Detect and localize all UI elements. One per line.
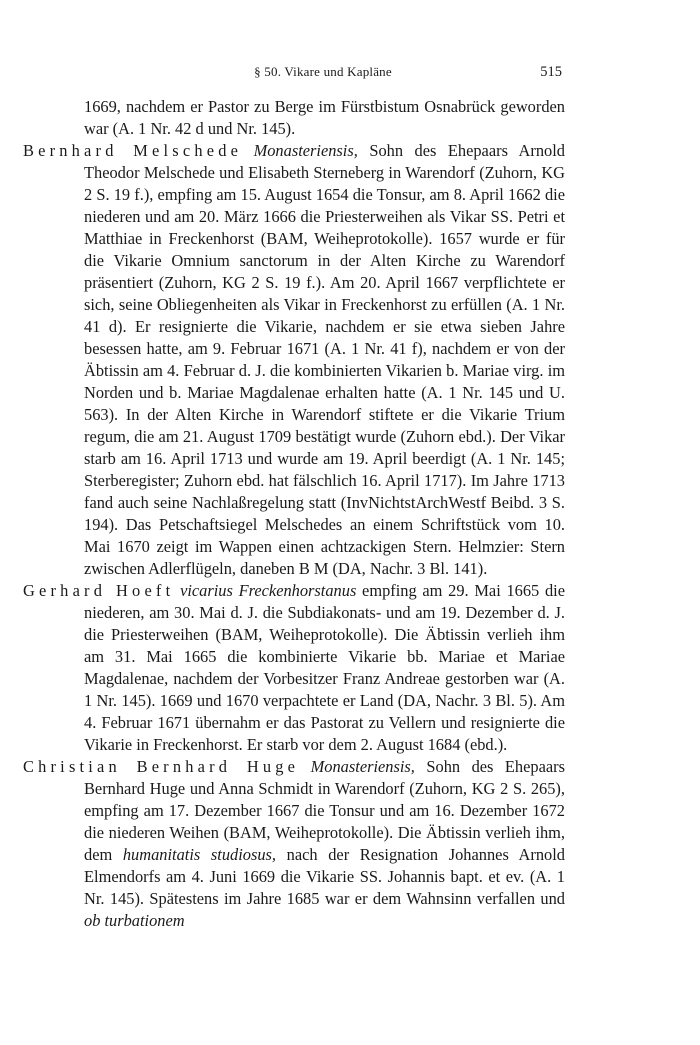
entry-text: 1669, nachdem er Pastor zu Berge im Fürstbistum Osnabrück geworden war (A. 1 Nr. 42 d und Nr. 145). [84, 97, 565, 138]
person-name: Gerhard Hoeft [23, 581, 175, 600]
latin-phrase: ob turbationem [84, 911, 185, 930]
entry-bernhard-melschede [23, 140, 565, 580]
entry-text: empfing am 29. Mai 1665 die niederen, am 30. Mai d. J. die Subdiakonats- und am 19. Dezember d. J. die Priesterweihen (BAM, Weiheprotokolle). Die Äbtissin verlieh ihm am 31. Mai 1665 die kombinierte Vikarie bb. Mariae et Mariae Magdalenae, nachdem der Vorbesitzer Franz Andreae gestorben war (A. 1 Nr. 145). 1669 und 1670 verpachtete er Land (DA, Nachr. 3 Bl. 5). Am 4. Februar 1671 übernahm er das Pastorat zu Vellern und resignierte die Vikarie in Freckenhorst. Er starb vor dem 2. August 1684 (ebd.). [84, 581, 565, 754]
entry-gerhard-hoeft [23, 580, 565, 756]
origin-label: Monasteriensis, [310, 757, 415, 776]
entry-christian-bernhard-huge [23, 756, 565, 932]
body-text [23, 96, 565, 932]
origin-label: Monasteriensis, [253, 141, 358, 160]
section-title: § 50. Vikare und Kapläne [254, 64, 392, 79]
page-number: 515 [540, 64, 562, 80]
entry-text: Sohn des Ehepaars Arnold Theodor Melschede und Elisabeth Sterneberg in Warendorf (Zuhorn, KG 2 S. 19 f.), empfing am 15. August 1654 die Tonsur, am 8. April 1662 die niederen und am 20. März 1666 die Priesterweihen als Vikar SS. Petri et Matthiae in Freckenhorst (BAM, Weiheprotokolle). 1657 wurde er für die Vikarie Omnium sanctorum in der Alten Kirche zu Warendorf präsentiert (Zuhorn, KG 2 S. 19 f.). Am 20. April 1667 verpflichtete er sich, seine Obliegenheiten als Vikar in Freckenhorst zu erfüllen (A. 1 Nr. 41 d). Er resignierte die Vikarie, nachdem er sie etwa sieben Jahre besessen hatte, am 9. Februar 1671 (A. 1 Nr. 41 f), nachdem er von der Äbtissin am 4. Februar d. J. die kombinierten Vikarien b. Mariae virg. im Norden und b. Mariae Magdalenae erhalten hatte (A. 1 Nr. 145 und U. 563). In der Alten Kirche in Warendorf stiftete er die Vikarie Trium regum, die am 21. August 1709 bestätigt wurde (Zuhorn ebd.). Der Vikar starb am 16. April 1713 und wurde am 19. April beerdigt (A. 1 Nr. 145; Sterberegister; Zuhorn ebd. hat fälschlich 16. April 1717). Im Jahre 1713 fand auch seine Nachlaßregelung statt (InvNichtstArchWestf Beibd. 3 S. 194). Das Petschaftsiegel Melschedes an einem Schriftstück vom 10. Mai 1670 zeigt im Wappen einen achtzackigen Stern. Helmzier: Stern zwischen Adlerflügeln, daneben B M (DA, Nachr. 3 Bl. 141). [84, 141, 565, 578]
entry-continuation [23, 96, 565, 140]
latin-phrase: humanitatis studiosus, [122, 845, 277, 864]
person-name: Bernhard Melschede [23, 141, 243, 160]
entry-text: Sohn des Ehepaars Bernhard Huge und Anna Schmidt in Warendorf (Zuhorn, KG 2 S. 265), empfing am 17. Dezember 1667 die Tonsur und am 16. Dezember 1672 die niederen Weihen (BAM, Weiheprotokolle). Die Äbtissin verlieh ihm, dem [84, 757, 565, 864]
origin-label: vicarius Freckenhorstanus [180, 581, 357, 600]
running-head [84, 64, 562, 82]
person-name: Christian Bernhard Huge [23, 757, 300, 776]
entry-text: nach der Resignation Johannes Arnold Elmendorfs am 4. Juni 1669 die Vikarie SS. Johannis bapt. et ev. (A. 1 Nr. 145). Spätestens im Jahre 1685 war er dem Wahnsinn verfallen und [84, 845, 565, 908]
